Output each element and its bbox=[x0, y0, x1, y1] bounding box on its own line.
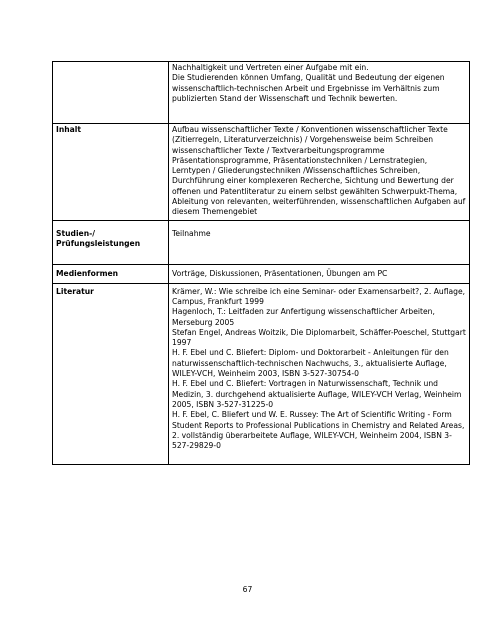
page-number: 67 bbox=[242, 585, 253, 594]
row-content-inhalt bbox=[169, 124, 470, 221]
module-description-table bbox=[52, 61, 470, 465]
table-row-competences bbox=[53, 62, 470, 124]
literature-entry: Hagenloch, T.: Leitfaden zur Anfertigung wissenschaftlicher Arbeiten, Merseburg 2005 bbox=[172, 307, 435, 327]
table-row-medienformen bbox=[53, 264, 470, 283]
literature-entry: H. F. Ebel, C. Bliefert und W. E. Russey: The Art of Scientific Writing - Form Student Reports to Professional Publications in Chemistry and Related Areas, 2. vollständig überarbeitete Auflage, WILEY-VCH, Weinheim 2004, ISBN 3-527-29829-0 bbox=[172, 410, 465, 451]
row-content-pruefungsleistungen bbox=[169, 220, 470, 264]
content-line: Die Studierenden können Umfang, Qualität und Bedeutung der eigenen wissenschaftlich-technischen Arbeit und Ergebnisse im Verhältnis zum publizierten Stand der Wissenschaft und Technik bewerten. bbox=[172, 73, 445, 103]
literature-entry: Stefan Engel, Andreas Woitzik, Die Diplomarbeit, Schäffer-Poeschel, Stuttgart 1997 bbox=[172, 327, 466, 348]
label-line: Prüfungsleistungen bbox=[56, 238, 141, 248]
label-line: Studien-/ bbox=[56, 228, 96, 238]
row-content-competences bbox=[169, 62, 470, 124]
row-label-inhalt: Inhalt bbox=[53, 124, 169, 221]
table-row-inhalt bbox=[53, 124, 470, 221]
row-label-medienformen: Medienformen bbox=[53, 264, 169, 283]
table-row-pruefungsleistungen bbox=[53, 220, 470, 264]
content-line: Nachhaltigkeit und Vertreten einer Aufgabe mit ein. bbox=[172, 63, 369, 72]
literature-entry: Krämer, W.: Wie schreibe ich eine Seminar- oder Examensarbeit?, 2. Auflage, Campus, Frankfurt 1999 bbox=[172, 286, 466, 306]
row-label-pruefungsleistungen bbox=[53, 220, 169, 264]
row-label-empty bbox=[53, 62, 169, 124]
table-row-literatur bbox=[53, 283, 470, 464]
spacer-line bbox=[172, 451, 466, 461]
content-line: Vorträge, Diskussionen, Präsentationen, Übungen am PC bbox=[172, 268, 388, 278]
row-content-literatur bbox=[169, 283, 470, 464]
row-label-literatur: Literatur bbox=[53, 283, 169, 464]
literature-entry: H. F. Ebel und C. Bliefert: Diplom- und Doktorarbeit - Anleitungen für den naturwissenschaftlich-technischen Nachwuchs, 3., aktualisierte Auflage, WILEY-VCH, Weinheim 2003, ISBN 3-527-30754-0 bbox=[172, 348, 449, 379]
row-content-medienformen bbox=[169, 264, 470, 283]
content-line: Aufbau wissenschaftlicher Texte / Konventionen wissenschaftlicher Texte (Zitierregeln, Literaturverzeichnis) / Vorgehensweise beim Schreiben wissenschaftlicher Texte / Textverarbeitungsprogramme Präsentationsprogramme, Präsentationstechniken / Lernstrategien, Lerntypen / Gliederungstechniken /Wissenschaftliches Schreiben, Durchführung einer komplexeren Recherche, Sichtung und Bewertung der offenen und Patentliteratur zu einem selbst gewählten Schwerpukt-Thema, Ableitung von relevanten, weiterführenden, wissenschaftlichen Aufgaben auf diesem Themengebiet bbox=[172, 125, 466, 217]
literature-entry: H. F. Ebel und C. Bliefert: Vortragen in Naturwissenschaft, Technik und Medizin, 3. durchgehend aktualisierte Auflage, WILEY-VCH Verlag, Weinheim 2005, ISBN 3-527-31225-0 bbox=[172, 379, 462, 409]
content-line: Teilnahme bbox=[172, 228, 211, 238]
